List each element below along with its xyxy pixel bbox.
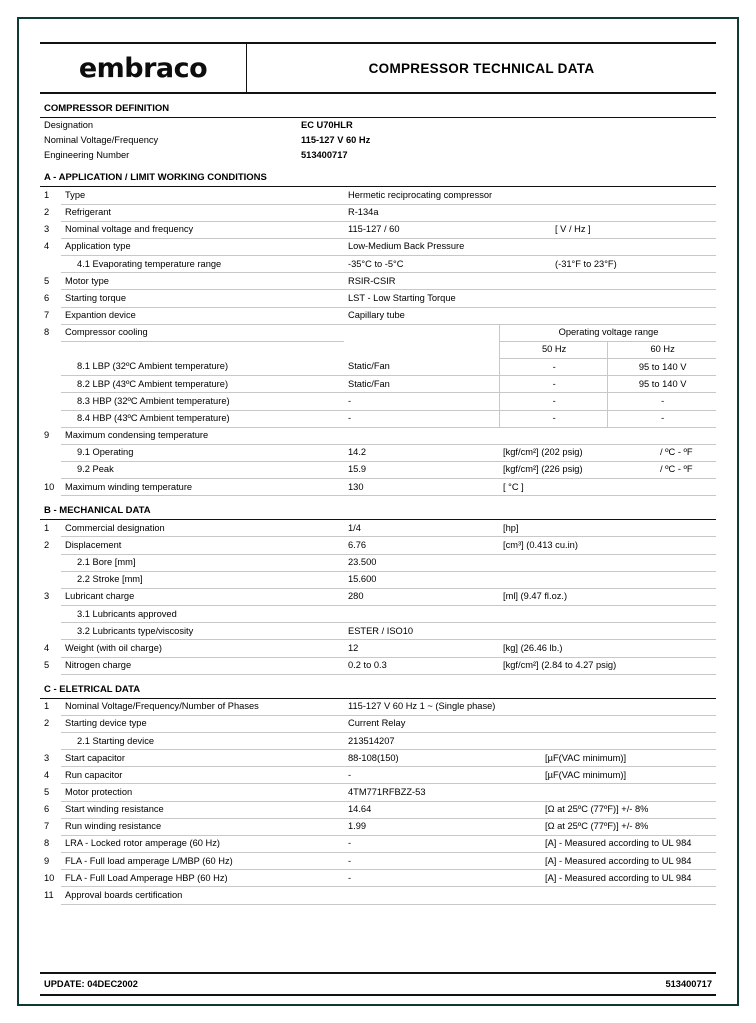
row-label: Run winding resistance	[61, 818, 344, 835]
row-unit: [kgf/cm²] (2.84 to 4.27 psig)	[499, 657, 716, 674]
table-row	[40, 428, 716, 445]
row-number: 3	[44, 752, 50, 763]
row-unit	[551, 273, 716, 290]
footer-update-date: UPDATE: 04DEC2002	[44, 979, 138, 989]
row-unit	[499, 606, 716, 623]
table-row	[40, 801, 716, 818]
table-row	[40, 784, 716, 801]
row-value: R-134a	[344, 204, 551, 221]
row-number: 1	[44, 523, 50, 534]
table-row	[40, 461, 716, 478]
row-label-text: Stroke [mm]	[92, 574, 143, 585]
table-row	[40, 479, 716, 496]
row-label	[61, 359, 344, 376]
row-label-text: LBP (32ºC Ambient temperature)	[92, 361, 229, 372]
row-number	[40, 341, 61, 358]
row-label: Expantion device	[61, 307, 344, 324]
table-row	[40, 118, 716, 133]
row-unit: [Ω at 25ºC (77ºF)] +/- 8%	[541, 818, 716, 835]
row-number: 6	[44, 804, 50, 815]
row-label-text: Lubricants approved	[92, 608, 177, 619]
row-label	[61, 376, 344, 393]
table-row	[40, 853, 716, 870]
row-number: 1	[44, 701, 50, 712]
table-row	[40, 887, 716, 904]
row-label: Refrigerant	[61, 204, 344, 221]
row-number	[40, 444, 61, 461]
table-row	[40, 870, 716, 887]
row-number-inline: 9.1	[77, 447, 90, 458]
row-unit-2: / ºC - ºF	[656, 461, 716, 478]
row-label	[61, 733, 344, 750]
row-number	[40, 410, 61, 427]
row-label: Maximum condensing temperature	[61, 428, 344, 445]
row-unit	[541, 887, 716, 904]
row-label: FLA - Full load amperage L/MBP (60 Hz)	[61, 853, 344, 870]
row-label: Nominal Voltage/Frequency/Number of Phases	[61, 699, 344, 716]
row-value	[344, 428, 499, 445]
row-unit: [hp]	[499, 520, 716, 537]
row-label: Maximum winding temperature	[61, 479, 344, 496]
row-number-inline: 4.1	[77, 258, 90, 269]
row-unit	[499, 571, 716, 588]
row-number: 4	[44, 769, 50, 780]
row-value: 213514207	[344, 733, 541, 750]
row-label-text: Operating	[92, 447, 134, 458]
row-label-text: Evaporating temperature range	[92, 258, 222, 269]
row-label-text: HBP (32ºC Ambient temperature)	[92, 395, 230, 406]
row-value: 513400717	[301, 150, 348, 161]
row-label: Application type	[61, 238, 344, 255]
row-value: Hermetic reciprocating compressor	[344, 187, 551, 204]
compressor-definition-table	[40, 118, 716, 163]
row-unit-2	[656, 479, 716, 496]
row-unit	[499, 554, 716, 571]
table-row	[40, 571, 716, 588]
table-row	[40, 835, 716, 852]
row-value: 115-127 V 60 Hz	[301, 135, 371, 146]
row-number	[40, 359, 61, 376]
row-number-inline: 8.4	[77, 413, 90, 423]
row-value: 15.9	[344, 461, 499, 478]
row-unit-2: / ºC - ºF	[656, 444, 716, 461]
row-value: 14.64	[344, 801, 541, 818]
table-row	[40, 341, 716, 358]
row-unit-2	[656, 428, 716, 445]
cooling-type: -	[344, 410, 500, 427]
row-value: Capillary tube	[344, 307, 551, 324]
row-label: Motor protection	[61, 784, 344, 801]
column-header-50hz: 50 Hz	[500, 341, 608, 358]
row-number-inline: 2.1	[77, 735, 90, 746]
row-label: Run capacitor	[61, 767, 344, 784]
row-number	[40, 393, 61, 410]
section-b-table	[40, 520, 716, 674]
table-row	[40, 256, 716, 273]
column-header-60hz: 60 Hz	[608, 341, 716, 358]
brand-logo-cell	[40, 44, 247, 92]
row-label-text: Lubricants type/viscosity	[92, 625, 194, 636]
row-number: 5	[44, 786, 50, 797]
row-label: Starting device type	[61, 715, 344, 732]
row-unit: [cm³] (0.413 cu.in)	[499, 537, 716, 554]
row-value: 88-108(150)	[344, 750, 541, 767]
row-label	[61, 393, 344, 410]
row-unit: [kg] (26.46 lb.)	[499, 640, 716, 657]
row-number: 3	[44, 591, 50, 602]
row-unit: [Ω at 25ºC (77ºF)] +/- 8%	[541, 801, 716, 818]
row-number-inline: 8.1	[77, 361, 90, 372]
row-unit: [A] - Measured according to UL 984	[541, 835, 716, 852]
table-row	[40, 290, 716, 307]
row-value: 115-127 V 60 Hz 1 ~ (Single phase)	[344, 699, 541, 716]
row-label: Start capacitor	[61, 750, 344, 767]
document-header	[40, 42, 716, 94]
row-value: -	[344, 835, 541, 852]
cooling-50hz: -	[500, 410, 608, 427]
row-unit	[541, 733, 716, 750]
table-row	[40, 640, 716, 657]
row-label: Displacement	[61, 537, 344, 554]
row-number: 9	[44, 430, 50, 441]
table-row	[40, 410, 716, 427]
row-number	[40, 376, 61, 393]
row-unit: [A] - Measured according to UL 984	[541, 870, 716, 887]
row-number: 8	[44, 838, 50, 849]
row-number-inline: 8.2	[77, 378, 90, 389]
row-unit	[541, 784, 716, 801]
table-row	[40, 767, 716, 784]
page-title: COMPRESSOR TECHNICAL DATA	[368, 60, 595, 76]
row-value: 23.500	[344, 554, 499, 571]
row-number	[40, 554, 61, 571]
table-row	[40, 359, 716, 376]
section-title-b: B - MECHANICAL DATA	[44, 505, 151, 517]
row-number-inline: 9.2	[77, 464, 90, 475]
cooling-50hz: -	[500, 393, 608, 410]
cooling-type: Static/Fan	[344, 376, 500, 393]
row-label	[61, 571, 344, 588]
row-value: 12	[344, 640, 499, 657]
row-number-inline: 8.3	[77, 395, 90, 406]
row-label: Starting torque	[61, 290, 344, 307]
embraco-logo: embraco	[78, 52, 208, 84]
row-value: -	[344, 870, 541, 887]
table-row	[40, 133, 716, 148]
section-c-table	[40, 699, 716, 905]
cooling-60hz: -	[608, 410, 716, 427]
row-unit: [kgf/cm²] (202 psig)	[499, 444, 656, 461]
row-number-inline: 3.1	[77, 608, 90, 619]
row-unit: [kgf/cm²] (226 psig)	[499, 461, 656, 478]
row-number: 10	[44, 481, 55, 492]
row-number: 7	[44, 310, 50, 321]
table-row	[40, 657, 716, 674]
table-row	[40, 204, 716, 221]
row-value: Current Relay	[344, 715, 541, 732]
table-row	[40, 325, 716, 342]
table-row	[40, 393, 716, 410]
row-value	[344, 606, 499, 623]
row-number: 2	[44, 718, 50, 729]
row-label: LRA - Locked rotor amperage (60 Hz)	[61, 835, 344, 852]
row-number-inline: 2.1	[77, 557, 90, 568]
table-row	[40, 444, 716, 461]
table-row	[40, 187, 716, 204]
table-row	[40, 307, 716, 324]
cooling-60hz: -	[608, 393, 716, 410]
row-unit: [A] - Measured according to UL 984	[541, 853, 716, 870]
section-title-a: A - APPLICATION / LIMIT WORKING CONDITIONS	[44, 172, 267, 184]
section-title-definition: COMPRESSOR DEFINITION	[44, 103, 170, 114]
row-number: 3	[44, 224, 50, 235]
row-label: Weight (with oil charge)	[61, 640, 344, 657]
row-number: 1	[44, 190, 50, 201]
document-body	[40, 42, 716, 905]
table-row	[40, 750, 716, 767]
row-number	[40, 571, 61, 588]
row-label: Engineering Number	[44, 150, 130, 161]
row-number	[40, 733, 61, 750]
row-label: Designation	[44, 120, 94, 130]
document-footer	[40, 972, 716, 996]
row-value: 1/4	[344, 520, 499, 537]
row-unit: [µF(VAC minimum)]	[541, 750, 716, 767]
cooling-type: -	[344, 393, 500, 410]
row-value: ESTER / ISO10	[344, 623, 499, 640]
cooling-50hz: -	[500, 376, 608, 393]
row-number: 9	[44, 855, 50, 866]
row-value: 130	[344, 479, 499, 496]
row-number: 8	[44, 327, 50, 338]
row-unit	[551, 238, 716, 255]
row-unit	[551, 290, 716, 307]
table-row	[40, 699, 716, 716]
row-value: 0.2 to 0.3	[344, 657, 499, 674]
table-row	[40, 273, 716, 290]
table-row	[40, 221, 716, 238]
row-unit	[551, 187, 716, 204]
row-number: 6	[44, 292, 50, 303]
row-label-text: Peak	[92, 464, 114, 475]
table-row	[40, 606, 716, 623]
table-row	[40, 520, 716, 537]
row-value: 6.76	[344, 537, 499, 554]
row-label: FLA - Full Load Amperage HBP (60 Hz)	[61, 870, 344, 887]
row-label: Start winding resistance	[61, 801, 344, 818]
row-unit	[499, 428, 656, 445]
cooling-60hz: 95 to 140 V	[608, 359, 716, 376]
row-label: Nominal Voltage/Frequency	[44, 135, 159, 146]
row-label-text: HBP (43ºC Ambient temperature)	[92, 413, 230, 423]
row-label	[61, 444, 344, 461]
row-number: 11	[44, 889, 54, 900]
row-number-inline: 3.2	[77, 625, 90, 636]
row-number	[40, 256, 61, 273]
table-row	[40, 148, 716, 163]
cooling-50hz: -	[500, 359, 608, 376]
row-unit: [µF(VAC minimum)]	[541, 767, 716, 784]
cooling-60hz: 95 to 140 V	[608, 376, 716, 393]
cooling-group-header: Operating voltage range	[500, 325, 717, 342]
row-value: -	[344, 767, 541, 784]
row-number: 7	[44, 821, 50, 832]
row-value: 115-127 / 60	[344, 221, 551, 238]
spacer-cell	[344, 341, 500, 358]
row-number	[40, 606, 61, 623]
table-row	[40, 238, 716, 255]
row-label	[61, 554, 344, 571]
row-value: EC U70HLR	[301, 120, 353, 130]
section-a-tail-table	[40, 428, 716, 497]
row-value: Low-Medium Back Pressure	[344, 238, 551, 255]
row-unit: (-31°F to 23°F)	[551, 256, 716, 273]
row-unit: [ °C ]	[499, 479, 656, 496]
table-row	[40, 818, 716, 835]
table-row	[40, 554, 716, 571]
row-label: Type	[61, 187, 344, 204]
row-label-text: LBP (43ºC Ambient temperature)	[92, 378, 229, 389]
row-number: 10	[44, 872, 55, 883]
row-label: Compressor cooling	[61, 325, 344, 342]
row-value: -35°C to -5°C	[344, 256, 551, 273]
section-title-c: C - ELETRICAL DATA	[44, 683, 141, 695]
row-label: Nitrogen charge	[61, 657, 344, 674]
row-value: -	[344, 853, 541, 870]
row-number	[40, 623, 61, 640]
cooling-type: Static/Fan	[344, 359, 500, 376]
row-unit	[541, 699, 716, 716]
row-label	[61, 461, 344, 478]
row-unit	[551, 307, 716, 324]
row-unit	[499, 623, 716, 640]
row-value: 4TM771RFBZZ-53	[344, 784, 541, 801]
table-row	[40, 733, 716, 750]
table-row	[40, 588, 716, 605]
row-label-text: Starting device	[92, 735, 155, 746]
table-row	[40, 376, 716, 393]
row-label	[61, 341, 344, 358]
footer-engineering-number: 513400717	[665, 979, 712, 989]
row-value: 1.99	[344, 818, 541, 835]
table-row	[40, 715, 716, 732]
section-a-table	[40, 187, 716, 324]
row-label: Motor type	[61, 273, 344, 290]
spacer-cell	[344, 325, 500, 342]
row-number-inline: 2.2	[77, 574, 90, 585]
table-row	[40, 623, 716, 640]
row-number: 5	[44, 660, 50, 671]
row-unit	[551, 204, 716, 221]
row-label: Approval boards certification	[61, 887, 344, 904]
row-label	[61, 410, 344, 427]
row-value: LST - Low Starting Torque	[344, 290, 551, 307]
compressor-cooling-table	[40, 325, 716, 428]
row-value: 14.2	[344, 444, 499, 461]
row-number: 4	[44, 241, 50, 252]
row-label: Nominal voltage and frequency	[61, 221, 344, 238]
row-number: 2	[44, 539, 50, 550]
row-unit: [ V / Hz ]	[551, 221, 716, 238]
row-value	[344, 887, 541, 904]
row-label	[61, 623, 344, 640]
row-label	[61, 256, 344, 273]
row-value: 15.600	[344, 571, 499, 588]
row-number: 4	[44, 642, 50, 653]
row-unit: [ml] (9.47 fl.oz.)	[499, 588, 716, 605]
row-number: 5	[44, 275, 50, 286]
row-value: 280	[344, 588, 499, 605]
table-row	[40, 537, 716, 554]
row-number: 2	[44, 207, 50, 218]
row-value: RSIR-CSIR	[344, 273, 551, 290]
row-number	[40, 461, 61, 478]
row-label-text: Bore [mm]	[92, 557, 136, 568]
row-label: Lubricant charge	[61, 588, 344, 605]
row-unit	[541, 715, 716, 732]
row-label: Commercial designation	[61, 520, 344, 537]
row-label	[61, 606, 344, 623]
